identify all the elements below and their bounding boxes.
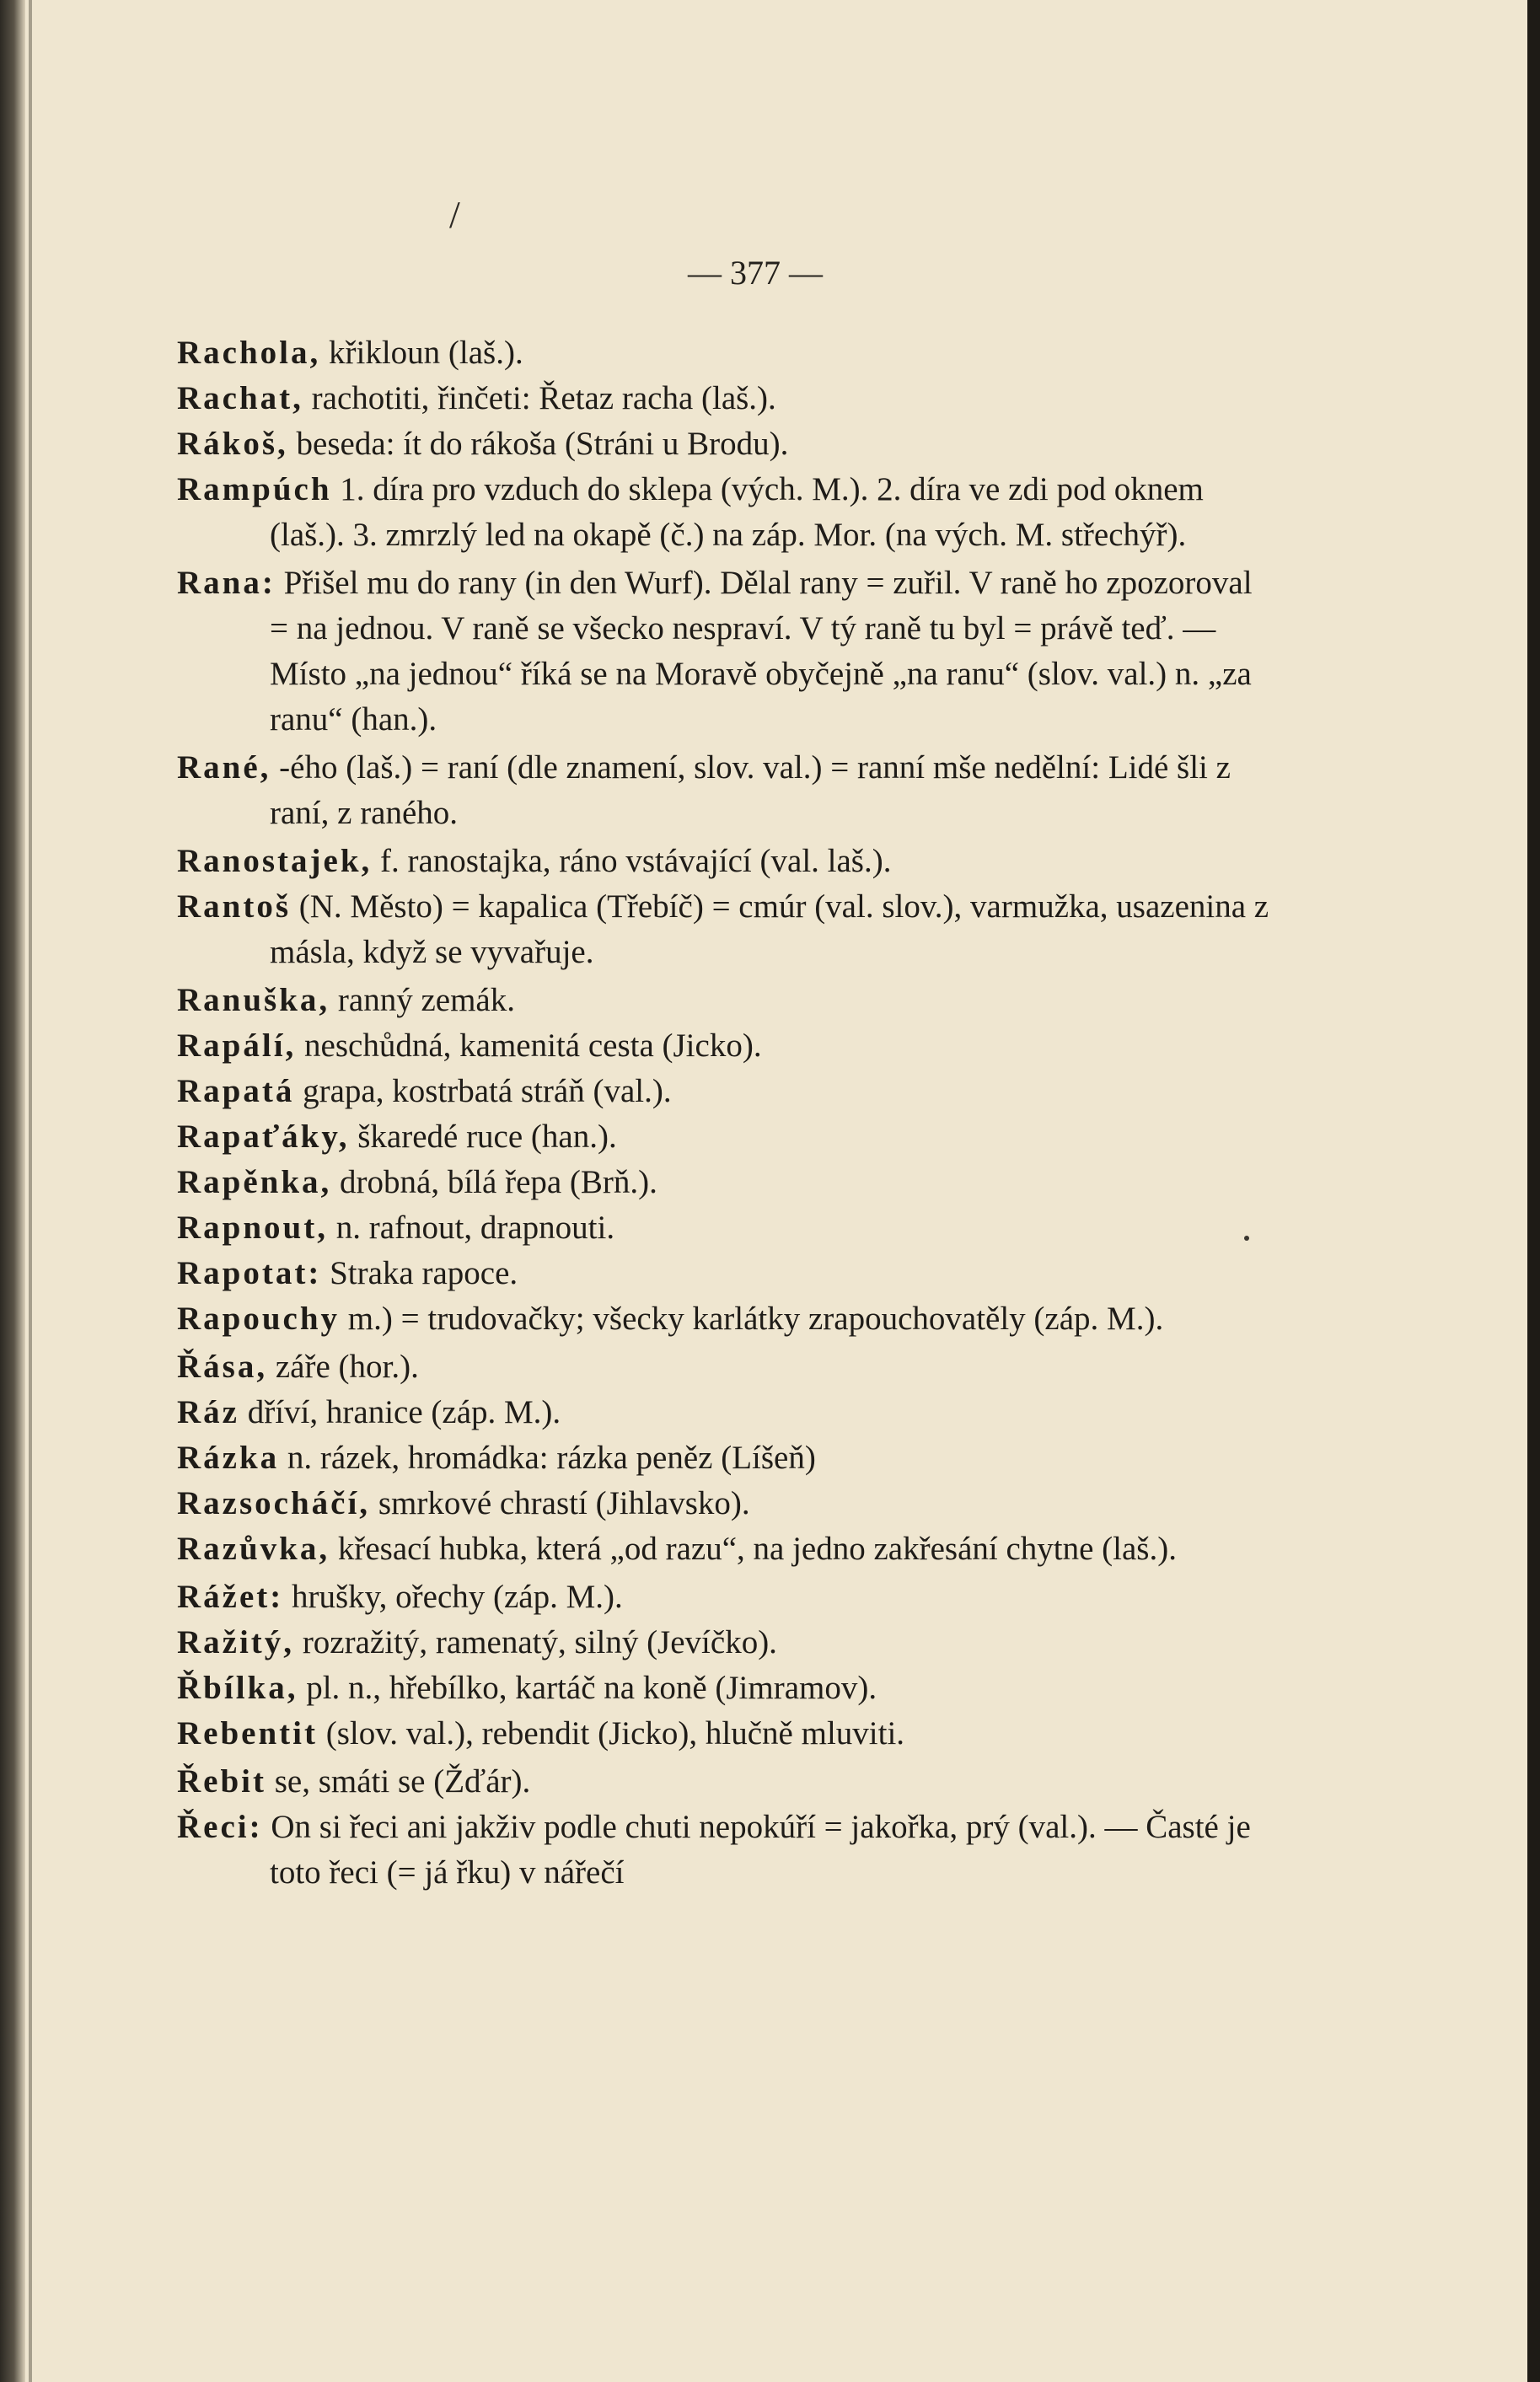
entry-headword: Ražitý, [177,1624,295,1660]
entry-headword: Rapálí, [177,1027,297,1064]
entry-headword: Řebit [177,1763,266,1800]
entry [177,839,1273,884]
entry-headword: Rázka [177,1440,280,1476]
entry-headword: Rapotat: [177,1255,322,1291]
entry-text: drobná, bílá řepa (Brň.). [331,1164,657,1200]
entry [177,1205,1273,1251]
entry-headword: Rážet: [177,1579,284,1615]
entry-text: křikloun (laš.). [320,335,523,371]
entry-headword: Řása, [177,1349,268,1385]
entry-headword: Řbílka, [177,1670,298,1706]
entry-text: (slov. val.), rebendit (Jicko), hlučně mluviti. [317,1715,905,1752]
entry-headword: Ranostajek, [177,843,373,879]
entry-headword: Rákoš, [177,426,288,462]
entry-headword: Rapaťáky, [177,1119,350,1155]
entry [177,330,1273,376]
entry [177,1390,1273,1435]
entry-text: smrkové chrastí (Jihlavsko). [370,1485,750,1521]
entry-text: n. rázek, hromádka: rázka peněz (Líšeň) [279,1440,816,1476]
entry [177,1666,1273,1711]
entry-text: ranný zemák. [330,982,515,1018]
entry-text: pl. n., hřebílko, kartáč na koně (Jimramov). [298,1670,877,1706]
entry [177,561,1273,743]
entry [177,1114,1273,1160]
entry [177,1805,1273,1896]
entry-headword: Racholа, [177,335,321,371]
entry [177,978,1273,1023]
entry-headword: Rapnout, [177,1210,328,1246]
entry [177,1711,1273,1757]
entry-text: záře (hor.). [267,1349,419,1385]
entry-headword: Rantoš [177,888,292,925]
entry [177,467,1273,558]
entry-text: grapa, kostrbatá stráň (val.). [294,1073,672,1109]
entry-text: křesací hubka, která „od razu“, na jedno zakřesání chytne (laš.). [330,1531,1177,1567]
entry-headword: Rané, [177,749,271,786]
entry-text: rachotiti, řinčeti: Řetaz racha (laš.). [303,380,776,416]
entry [177,1526,1273,1572]
entry-headword: Rampúch [177,471,332,507]
entry-headword: Ranuška, [177,982,330,1018]
entry-text: Přišel mu do rany (in den Wurf). Dělal rany = zuřil. V raně ho zpozoroval = na jednou. V raně se všecko nespraví. V tý raně tu byl = právě teď. — Místo „na jednou“ říká se na Moravě obyčejně „na ranu“ (slov. val.) n. „za ranu“ (han.). [270,565,1253,738]
entry-text: f. ranostajka, ráno vstávající (val. laš.). [372,843,892,879]
entry-headword: Rapěnka, [177,1164,332,1200]
entry [177,421,1273,467]
binding-edge [29,0,32,2382]
book-binding [0,0,25,2382]
entry [177,376,1273,421]
entry-text: škaredé ruce (han.). [349,1119,617,1155]
entry-text: rozražitý, ramenatý, silný (Jevíčko). [294,1624,777,1660]
entry [177,1575,1273,1620]
entry-headword: Razůvka, [177,1531,330,1567]
entry [177,745,1273,836]
entry [177,1296,1273,1342]
entry-text: dříví, hranice (záp. M.). [239,1394,561,1430]
page-number-text: — 377 — [688,254,823,292]
page-number [0,253,1527,292]
entry-text: hrušky, ořechy (záp. M.). [283,1579,623,1615]
entry [177,1435,1273,1481]
entry-text: -ého (laš.) = raní (dle znamení, slov. val.) = ranní mše nedělní: Lidé šli z raní, z raného. [270,749,1231,831]
entry-text: n. rafnout, drapnouti. [327,1210,615,1246]
entry [177,1251,1273,1296]
entry-text: (N. Město) = kapalica (Třebíč) = cmúr (val. slov.), varmužka, usazenina z másla, když se vyvařuje. [270,888,1269,970]
entry [177,884,1273,975]
entry-headword: Rachat, [177,380,303,416]
entry-headword: Řeci: [177,1809,263,1845]
entry-headword: Rana: [177,565,276,601]
entry [177,1620,1273,1666]
entry-text: m.) = trudovačky; všecky karlátky zrapouchovatěly (záp. M.). [340,1301,1164,1337]
entry-text: beseda: ít do rákoša (Stráni u Brodu). [287,426,789,462]
entry [177,1023,1273,1069]
entry [177,1069,1273,1114]
entry [177,1344,1273,1390]
entry [177,1759,1273,1805]
entry [177,1481,1273,1526]
entry [177,1160,1273,1205]
entry-text: 1. díra pro vzduch do sklepa (vých. M.). 2. díra ve zdi pod oknem (laš.). 3. zmrzlý led na okapě (č.) na záp. Mor. (na vých. M. střechýř). [270,471,1204,553]
dictionary-entries [177,330,1273,1896]
entry-headword: Rapouchy [177,1301,341,1337]
stray-ink-mark: / [449,193,460,236]
entry-headword: Rebentit [177,1715,318,1752]
entry-text: se, smáti se (Žďár). [266,1763,531,1800]
entry-text: Straka rapoce. [321,1255,518,1291]
entry-text: On si řeci ani jakživ podle chuti nepokúří = jakořka, prý (val.). — Časté je toto řeci (= já řku) v nářečí [262,1809,1251,1891]
entry-text: neschůdná, kamenitá cesta (Jicko). [296,1027,762,1064]
entry-headword: Razsocháčí, [177,1485,371,1521]
entry-headword: Rapatá [177,1073,295,1109]
entry-headword: Ráz [177,1394,239,1430]
